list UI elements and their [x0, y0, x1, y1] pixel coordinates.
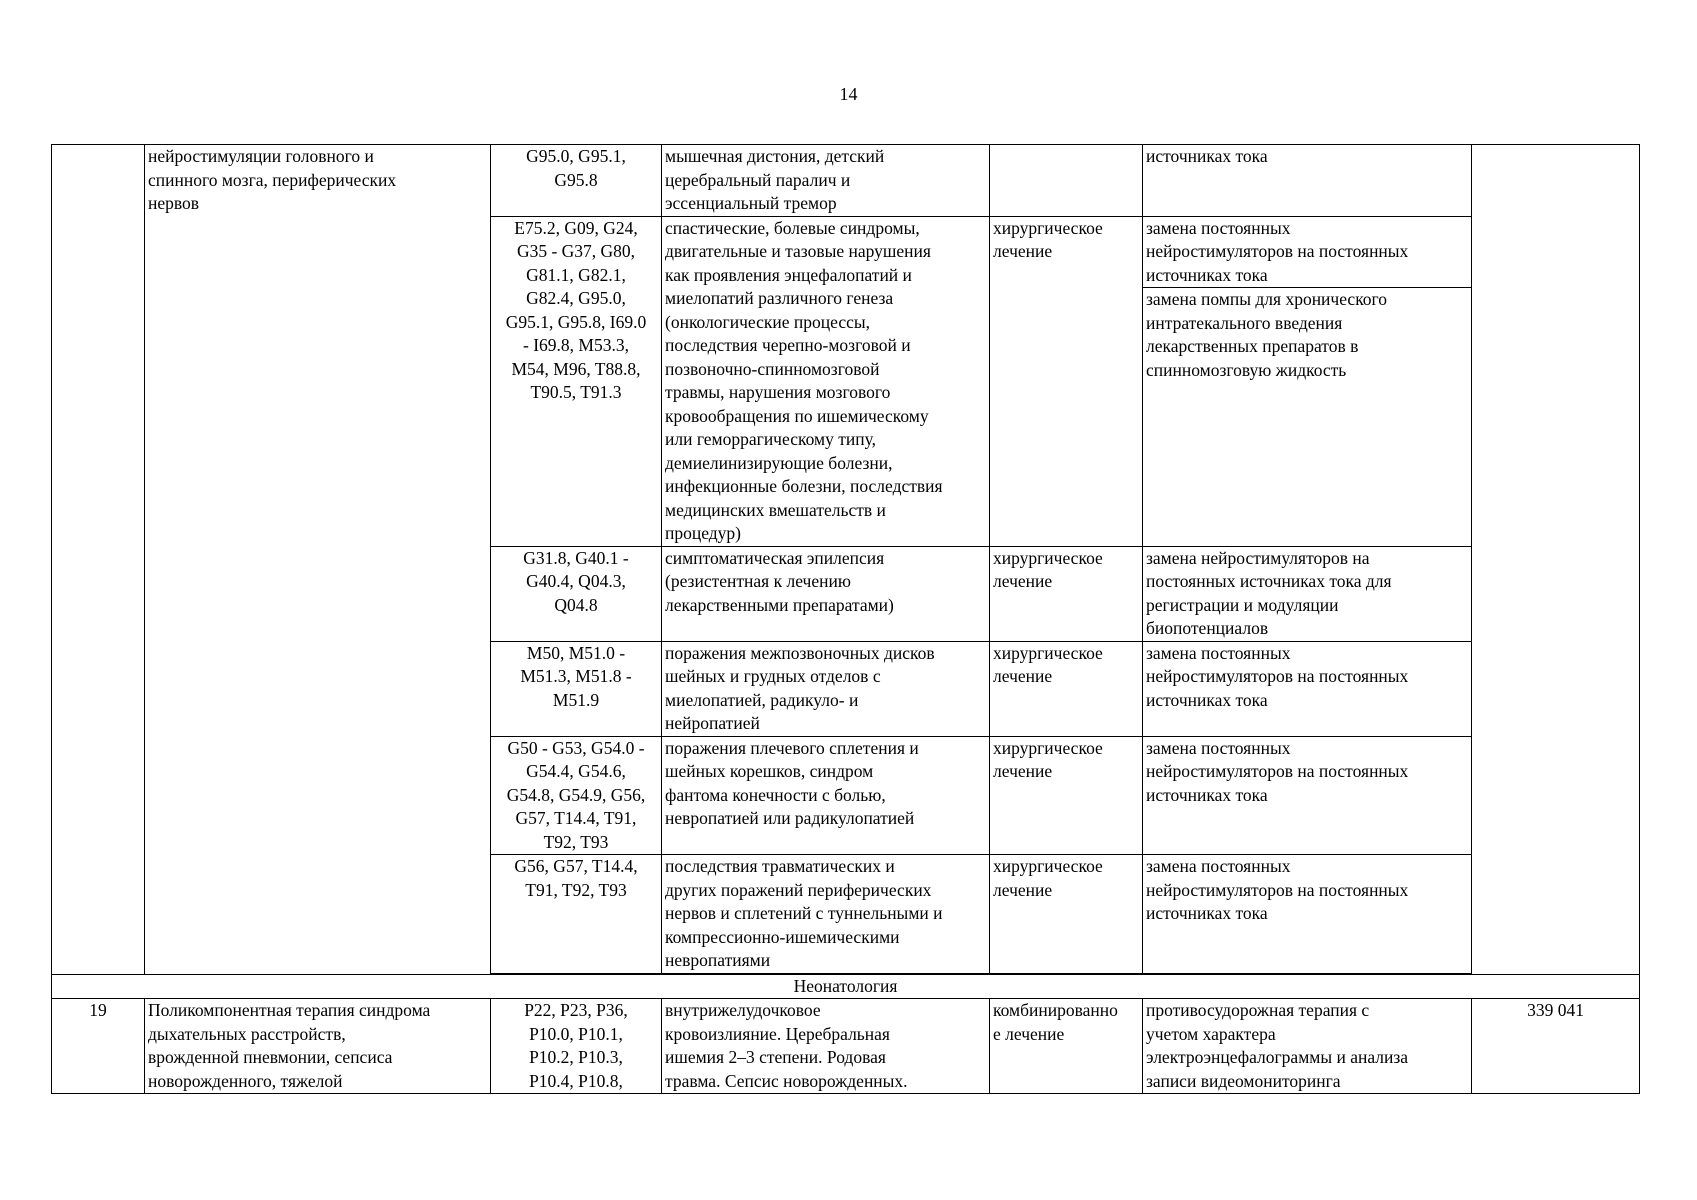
disease-cell: поражения плечевого сплетения и шейных корешков, синдром фантома конечности с болью, невропатией или радикулопатией: [662, 736, 990, 855]
treatment-method-cell: замена помпы для хронического интратекального введения лекарственных препаратов в спинномозговую жидкость: [1143, 288, 1472, 546]
section-title: Неонатология: [52, 974, 1640, 999]
icd-codes-cell: G56, G57, T14.4, T91, T92, T93: [491, 855, 662, 974]
cost-cell: [1472, 145, 1640, 975]
treatment-method-cell: источниках тока: [1143, 145, 1472, 217]
icd-codes-cell: G31.8, G40.1 - G40.4, Q04.3, Q04.8: [491, 546, 662, 641]
page-number: 14: [839, 84, 858, 104]
treatment-method-cell: замена постоянных нейростимуляторов на постоянных источниках тока: [1143, 736, 1472, 855]
table-row: [52, 999, 1640, 1094]
table-row: [52, 145, 1640, 217]
icd-codes-cell: G95.0, G95.1, G95.8: [491, 145, 662, 217]
icd-codes-cell: G50 - G53, G54.0 - G54.4, G54.6, G54.8, G54.9, G56, G57, T14.4, T91, T92, T93: [491, 736, 662, 855]
treatment-method-cell: замена постоянных нейростимуляторов на постоянных источниках тока: [1143, 216, 1472, 288]
treatment-method-cell: замена нейростимуляторов на постоянных источниках тока для регистрации и модуляции биопотенциалов: [1143, 546, 1472, 641]
disease-cell: симптоматическая эпилепсия (резистентная к лечению лекарственными препаратами): [662, 546, 990, 641]
treatment-method-cell: замена постоянных нейростимуляторов на постоянных источниках тока: [1143, 641, 1472, 736]
treatment-type-cell: хирургическое лечение: [990, 855, 1143, 974]
treatment-type-cell: хирургическое лечение: [990, 641, 1143, 736]
icd-codes-cell: M50, M51.0 - M51.3, M51.8 - M51.9: [491, 641, 662, 736]
treatment-method-cell: замена постоянных нейростимуляторов на постоянных источниках тока: [1143, 855, 1472, 974]
number-cell: [52, 145, 145, 975]
treatment-type-cell: комбинированно е лечение: [990, 999, 1143, 1094]
disease-cell: поражения межпозвоночных дисков шейных и грудных отделов с миелопатией, радикуло- и нейропатией: [662, 641, 990, 736]
treatment-method-cell: противосудорожная терапия с учетом характера электроэнцефалограммы и анализа записи видеомониторинга: [1143, 999, 1472, 1094]
icd-codes-cell: E75.2, G09, G24, G35 - G37, G80, G81.1, G82.1, G82.4, G95.0, G95.1, G95.8, I69.0 - I69.8, M53.3, M54, M96, T88.8, T90.5, T91.3: [491, 216, 662, 546]
icd-codes-cell: P22, P23, P36, P10.0, P10.1, P10.2, P10.3, P10.4, P10.8,: [491, 999, 662, 1094]
treatment-type-cell: [990, 145, 1143, 217]
disease-cell: мышечная дистония, детский церебральный паралич и эссенциальный тремор: [662, 145, 990, 217]
disease-cell: спастические, болевые синдромы, двигательные и тазовые нарушения как проявления энцефалопатий и миелопатий различного генеза (онкологические процессы, последствия черепно-мозговой и позвоночно-спинномозговой травмы, нарушения мозгового кровообращения по ишемическому или геморрагическому типу, демиелинизирующие болезни, инфекционные болезни, последствия медицинских вмешательств и процедур): [662, 216, 990, 546]
disease-cell: внутрижелудочковое кровоизлияние. Церебральная ишемия 2–3 степени. Родовая травма. Сепсис новорожденных.: [662, 999, 990, 1094]
treatment-type-cell: хирургическое лечение: [990, 216, 1143, 546]
services-table: [51, 144, 1640, 1094]
section-row: [52, 974, 1640, 999]
number-cell: 19: [52, 999, 145, 1094]
disease-cell: последствия травматических и других поражений периферических нервов и сплетений с туннельными и компрессионно-ишемическими невропатиями: [662, 855, 990, 974]
treatment-type-cell: хирургическое лечение: [990, 546, 1143, 641]
cost-cell: 339 041: [1472, 999, 1640, 1094]
service-name-cell: нейростимуляции головного и спинного мозга, периферических нервов: [145, 145, 491, 975]
service-name-cell: Поликомпонентная терапия синдрома дыхательных расстройств, врожденной пневмонии, сепсиса новорожденного, тяжелой: [145, 999, 491, 1094]
treatment-type-cell: хирургическое лечение: [990, 736, 1143, 855]
